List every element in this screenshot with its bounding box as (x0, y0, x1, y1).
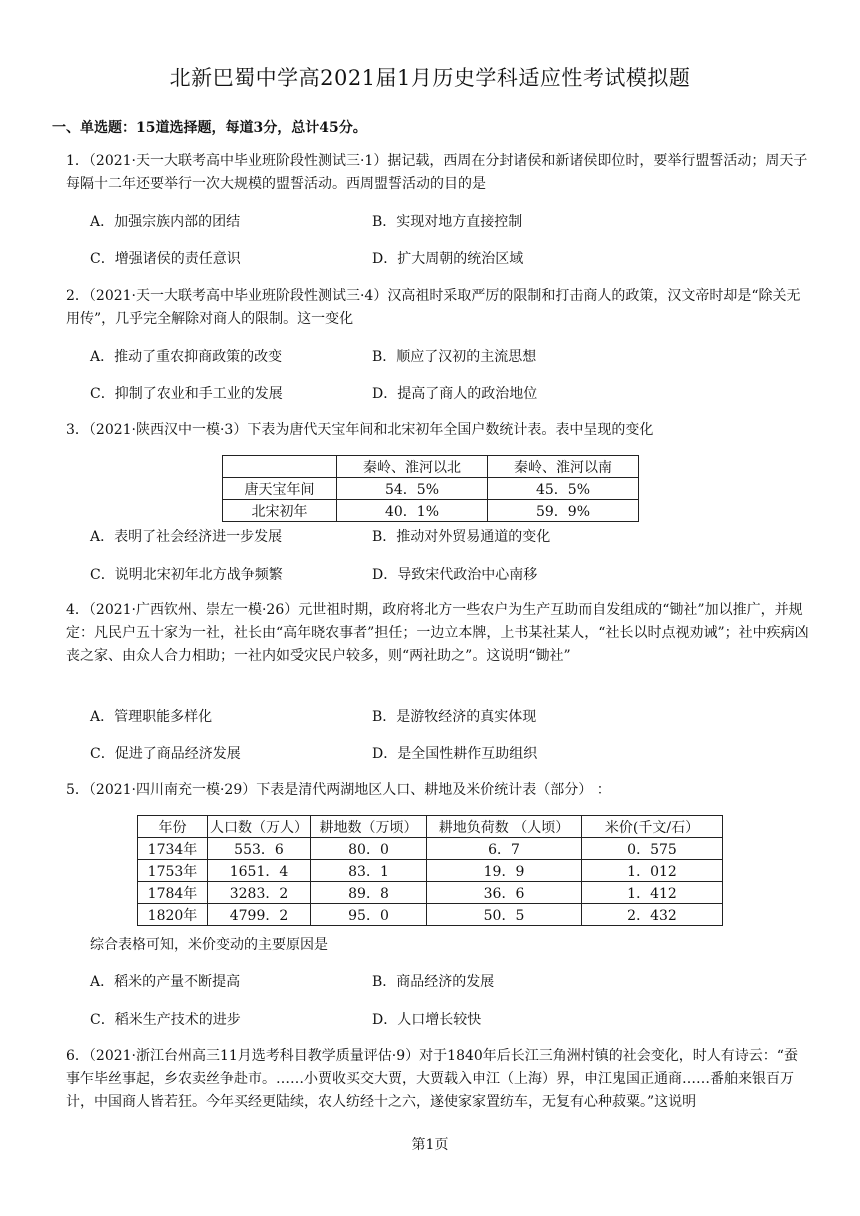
section-heading: 一、单选题：15道选择题，每道3分，总计45分。 (52, 120, 367, 136)
question-5-stem: 5．（2021·四川南充一模·29）下表是清代两湖地区人口、耕地及米价统计表（部分） ： (66, 782, 611, 798)
table-cell: 米价(千文/石） (582, 816, 723, 838)
table-cell (223, 456, 337, 478)
option-a[interactable]: A．推动了重农抑商政策的改变 (90, 349, 283, 365)
question-1-stem: 1．（2021·天一大联考高中毕业班阶段性测试三·1）据记载，西周在分封诸侯和新诸侯即位时，要举行盟誓活动；周天子每隔十二年还要举行一次大规模的盟誓活动。西周盟誓活动的目的是 (66, 153, 808, 192)
table-cell: 北宋初年 (223, 500, 337, 522)
table-cell: 80．0 (311, 838, 427, 860)
table-cell: 19．9 (427, 860, 582, 882)
table-cell: 1784年 (138, 882, 208, 904)
table-cell: 6．7 (427, 838, 582, 860)
question-6-stem: 6．（2021·浙江台州高三11月选考科目教学质量评估·9）对于1840年后长江三角洲村镇的社会变化，时人有诗云：“蚕事乍毕丝事起，乡农卖丝争赴市。……小贾收买交大贾，大贾载入申江（上海）界，申江鬼国正通商……番舶来银百万计，中国商人皆若狂。今年买经更陆续，农人纺经十之六，遂使家家置纺车，无复有心种菽粟。”这说明 (66, 1048, 798, 1110)
table-cell: 耕地负荷数 （人顷） (427, 816, 582, 838)
table-row (138, 860, 723, 882)
table-row (138, 882, 723, 904)
table-cell: 0．575 (582, 838, 723, 860)
table-cell: 36．6 (427, 882, 582, 904)
table-row (138, 838, 723, 860)
option-c[interactable]: C．稻米生产技术的进步 (90, 1012, 241, 1028)
option-d[interactable]: D．扩大周朝的统治区域 (372, 251, 524, 267)
table-cell: 4799．2 (208, 904, 311, 926)
table-cell: 59．9% (488, 500, 639, 522)
table-cell: 3283．2 (208, 882, 311, 904)
page-number: 第1页 (411, 1137, 449, 1153)
table-row (223, 500, 639, 522)
table-cell: 83．1 (311, 860, 427, 882)
table-cell: 95．0 (311, 904, 427, 926)
table-header-row (223, 456, 639, 478)
data-table-qing (137, 815, 723, 926)
table-cell: 553．6 (208, 838, 311, 860)
table-cell: 1．412 (582, 882, 723, 904)
question-5-note: 综合表格可知，米价变动的主要原因是 (90, 937, 328, 953)
table-cell: 54．5% (337, 478, 488, 500)
table-cell: 45．5% (488, 478, 639, 500)
table-cell: 人口数（万人） (208, 816, 311, 838)
option-b[interactable]: B．商品经济的发展 (372, 974, 495, 990)
question-3-stem: 3．（2021·陕西汉中一模·3）下表为唐代天宝年间和北宋初年全国户数统计表。表中呈现的变化 (66, 422, 654, 438)
table-cell: 2．432 (582, 904, 723, 926)
table-cell: 1734年 (138, 838, 208, 860)
table-cell: 1820年 (138, 904, 208, 926)
table-cell: 1753年 (138, 860, 208, 882)
table-cell: 40．1% (337, 500, 488, 522)
option-c[interactable]: C．抑制了农业和手工业的发展 (90, 386, 283, 402)
option-d[interactable]: D．提高了商人的政治地位 (372, 386, 538, 402)
option-b[interactable]: B．推动对外贸易通道的变化 (372, 529, 551, 545)
table-cell: 1651．4 (208, 860, 311, 882)
table-cell: 秦岭、淮河以南 (488, 456, 639, 478)
table-row (223, 478, 639, 500)
page-title: 北新巴蜀中学高2021届1月历史学科适应性考试模拟题 (169, 66, 691, 90)
option-b[interactable]: B．顺应了汉初的主流思想 (372, 349, 537, 365)
table-row (138, 904, 723, 926)
question-4-stem: 4．（2021·广西钦州、崇左一模·26）元世祖时期，政府将北方一些农户为生产互助而自发组成的“锄社”加以推广，并规定：凡民户五十家为一社，社长由“高年晓农事者”担任；一边立本牌，上书某社某人，“社长以时点视劝诫”；社中疾病凶丧之家、由众人合力相助；一社内如受灾民户较多，则“两社助之”。这说明“锄社” (66, 602, 809, 664)
option-d[interactable]: D．是全国性耕作互助组织 (372, 746, 538, 762)
option-a[interactable]: A．表明了社会经济进一步发展 (90, 529, 283, 545)
question-2-stem: 2．（2021·天一大联考高中毕业班阶段性测试三·4）汉高祖时采取严厉的限制和打击商人的政策，汉文帝时却是“除关无用传”，几乎完全解除对商人的限制。这一变化 (66, 288, 801, 327)
option-a[interactable]: A．加强宗族内部的团结 (90, 214, 241, 230)
option-d[interactable]: D．导致宋代政治中心南移 (372, 567, 538, 583)
table-cell: 50．5 (427, 904, 582, 926)
option-d[interactable]: D．人口增长较快 (372, 1012, 482, 1028)
table-cell: 1．012 (582, 860, 723, 882)
option-c[interactable]: C．促进了商品经济发展 (90, 746, 241, 762)
option-c[interactable]: C．增强诸侯的责任意识 (90, 251, 241, 267)
table-cell: 耕地数（万顷） (311, 816, 427, 838)
option-a[interactable]: A．稻米的产量不断提高 (90, 974, 241, 990)
option-b[interactable]: B．实现对地方直接控制 (372, 214, 523, 230)
option-c[interactable]: C．说明北宋初年北方战争频繁 (90, 567, 283, 583)
table-header-row (138, 816, 723, 838)
option-b[interactable]: B．是游牧经济的真实体现 (372, 709, 537, 725)
option-a[interactable]: A．管理职能多样化 (90, 709, 213, 725)
table-cell: 年份 (138, 816, 208, 838)
data-table-households (222, 455, 639, 522)
table-cell: 唐天宝年间 (223, 478, 337, 500)
table-cell: 89．8 (311, 882, 427, 904)
table-cell: 秦岭、淮河以北 (337, 456, 488, 478)
